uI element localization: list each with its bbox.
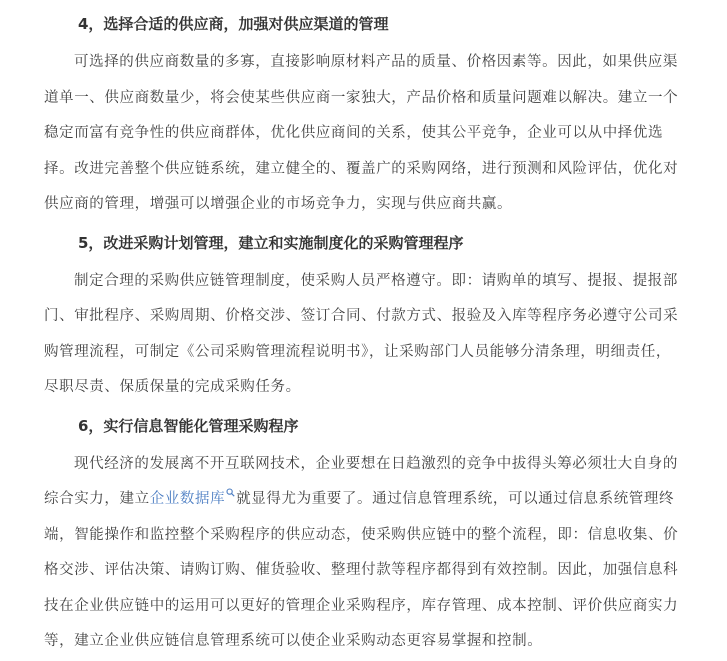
- section-heading: 6，实行信息智能化管理采购程序: [78, 416, 299, 435]
- text-line: 格交涉、评估决策、请购订购、催货验收、整理付款等程序都得到有效控制。因此，加强信息科: [44, 562, 679, 578]
- paragraph: [44, 447, 703, 660]
- text-line: 门、审批程序、采购周期、价格交涉、签订合同、付款方式、报验及入库等程序务必遵守公司采: [44, 308, 679, 324]
- text-line: 现代经济的发展离不开互联网技术，企业要想在日趋激烈的竞争中拔得头筹必须壮大自身的: [74, 455, 678, 472]
- text-line-with-link: [44, 482, 703, 518]
- text-fragment: 综合实力，建立: [44, 491, 150, 507]
- text-line: 供应商的管理，增强可以增强企业的市场竞争力，实现与供应商共赢。: [44, 196, 513, 212]
- search-icon[interactable]: [226, 488, 235, 497]
- text-line: 道单一、供应商数量少，将会使某些供应商一家独大，产品价格和质量问题难以解决。建立一个: [44, 89, 679, 106]
- section-heading: 5，改进采购计划管理，建立和实施制度化的采购管理程序: [78, 233, 464, 252]
- text-line: 购管理流程，可制定《公司采购管理流程说明书》，让采购部门人员能够分清条理，明细责任，: [44, 343, 671, 360]
- text-line: 尽职尽责、保质保量的完成采购任务。: [44, 379, 301, 395]
- text-fragment: 就显得尤为重要了。通过信息管理系统，可以通过信息系统管理终: [236, 491, 675, 507]
- text-line: 端，智能操作和监控整个采购程序的供应动态，使采购供应链中的整个流程，即：信息收集、价: [44, 526, 679, 543]
- section-heading: 4，选择合适的供应商，加强对供应渠道的管理: [78, 15, 389, 33]
- text-line: 等，建立企业供应链信息管理系统可以使企业采购动态更容易掌握和控制。: [44, 633, 543, 649]
- text-line: 可选择的供应商数量的多寡，直接影响原材料产品的质量、价格因素等。因此，如果供应渠: [74, 54, 678, 70]
- text-line: 制定合理的采购供应链管理制度，使采购人员严格遵守。即：请购单的填写、提报、提报部: [74, 272, 678, 289]
- paragraph: [44, 45, 703, 223]
- text-line: 稳定而富有竞争性的供应商群体，优化供应商间的关系，使其公平竞争，企业可以从中择优选: [44, 125, 664, 141]
- text-line: 技在企业供应链中的运用可以更好的管理企业采购程序，库存管理、成本控制、评价供应商实力: [44, 597, 679, 614]
- keyword-link[interactable]: 企业数据库: [149, 491, 226, 507]
- paragraph: [44, 264, 703, 406]
- text-line: 择。改进完善整个供应链系统，建立健全的、覆盖广的采购网络，进行预测和风险评估，优化对: [44, 160, 679, 177]
